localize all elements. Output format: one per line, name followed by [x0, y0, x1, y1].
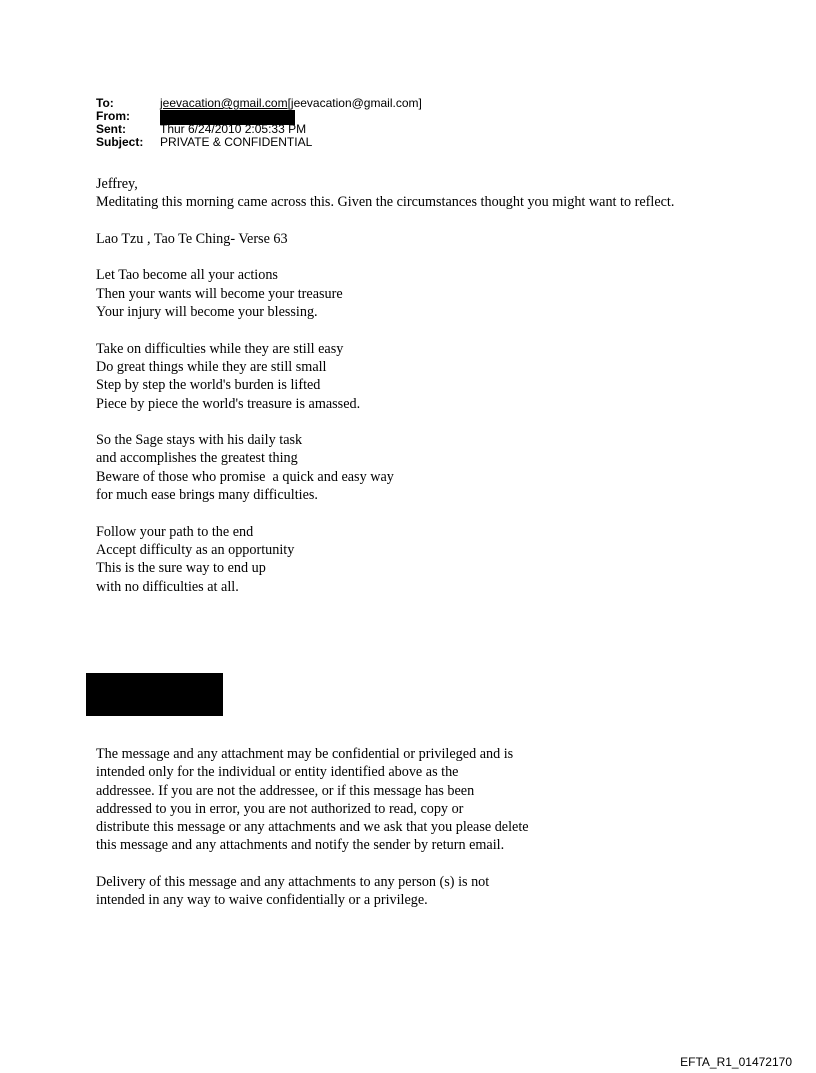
- to-row: [96, 97, 422, 110]
- stanza-2: [96, 340, 736, 413]
- verse-line: Let Tao become all your actions: [96, 267, 278, 284]
- from-label: From:: [96, 109, 130, 123]
- source-paragraph: [96, 230, 736, 248]
- disclaimer-paragraph-1: [96, 745, 716, 855]
- verse-line: So the Sage stays with his daily task: [96, 432, 303, 449]
- verse-line: Then your wants will become your treasure: [96, 285, 343, 302]
- disclaimer-paragraph-2: [96, 873, 716, 910]
- verse-line: Your injury will become your blessing.: [96, 304, 318, 321]
- verse-line: Beware of those who promise a quick and easy way: [96, 468, 394, 485]
- email-body: [96, 175, 736, 614]
- subject-label: Subject:: [96, 135, 144, 149]
- to-label: To:: [96, 96, 114, 110]
- stanza-4: [96, 523, 736, 596]
- disclaimer-line: addressee. If you are not the addressee, or if this message has been: [96, 782, 475, 799]
- disclaimer-line: this message and any attachments and notify the sender by return email.: [96, 837, 505, 854]
- greeting: Jeffrey,: [96, 176, 138, 192]
- verse-line: Piece by piece the world's treasure is amassed.: [96, 395, 361, 412]
- opening-paragraph: [96, 175, 736, 212]
- disclaimer-line: intended only for the individual or entity identified above as the: [96, 764, 459, 781]
- disclaimer-line: Delivery of this message and any attachments to any person (s) is not: [96, 874, 490, 891]
- document-id: EFTA_R1_01472170: [680, 1055, 792, 1069]
- disclaimer-line: addressed to you in error, you are not authorized to read, copy or: [96, 800, 464, 817]
- sent-label: Sent:: [96, 122, 126, 136]
- stanza-3: [96, 431, 736, 504]
- stanza-1: [96, 266, 736, 321]
- verse-line: for much ease brings many difficulties.: [96, 487, 318, 504]
- disclaimer-line: distribute this message or any attachments and we ask that you please delete: [96, 819, 529, 836]
- subject-row: [96, 136, 422, 149]
- verse-line: Follow your path to the end: [96, 523, 254, 540]
- sent-value: Thur 6/24/2010 2:05:33 PM: [160, 122, 307, 136]
- to-value: [160, 97, 422, 110]
- disclaimer-line: The message and any attachment may be confidential or privileged and is: [96, 746, 514, 762]
- verse-line: Step by step the world's burden is lifted: [96, 377, 321, 394]
- verse-line: Take on difficulties while they are still easy: [96, 340, 344, 357]
- verse-line: This is the sure way to end up: [96, 560, 266, 577]
- to-address-bracket: [jeevacation@gmail.com]: [287, 96, 422, 110]
- confidentiality-disclaimer: [96, 745, 716, 928]
- signature-redaction-block: [86, 673, 223, 716]
- verse-line: and accomplishes the greatest thing: [96, 450, 298, 467]
- intro-text: Meditating this morning came across this. Given the circumstances thought you might want to reflect.: [96, 194, 675, 211]
- subject-value: PRIVATE & CONFIDENTIAL: [160, 135, 313, 149]
- verse-line: with no difficulties at all.: [96, 578, 239, 595]
- verse-source: Lao Tzu , Tao Te Ching- Verse 63: [96, 230, 288, 247]
- verse-line: Accept difficulty as an opportunity: [96, 541, 295, 558]
- email-header: [96, 97, 422, 149]
- disclaimer-line: intended in any way to waive confidentially or a privilege.: [96, 892, 428, 909]
- verse-line: Do great things while they are still small: [96, 358, 327, 375]
- to-address-link[interactable]: jeevacation@gmail.com: [160, 96, 288, 110]
